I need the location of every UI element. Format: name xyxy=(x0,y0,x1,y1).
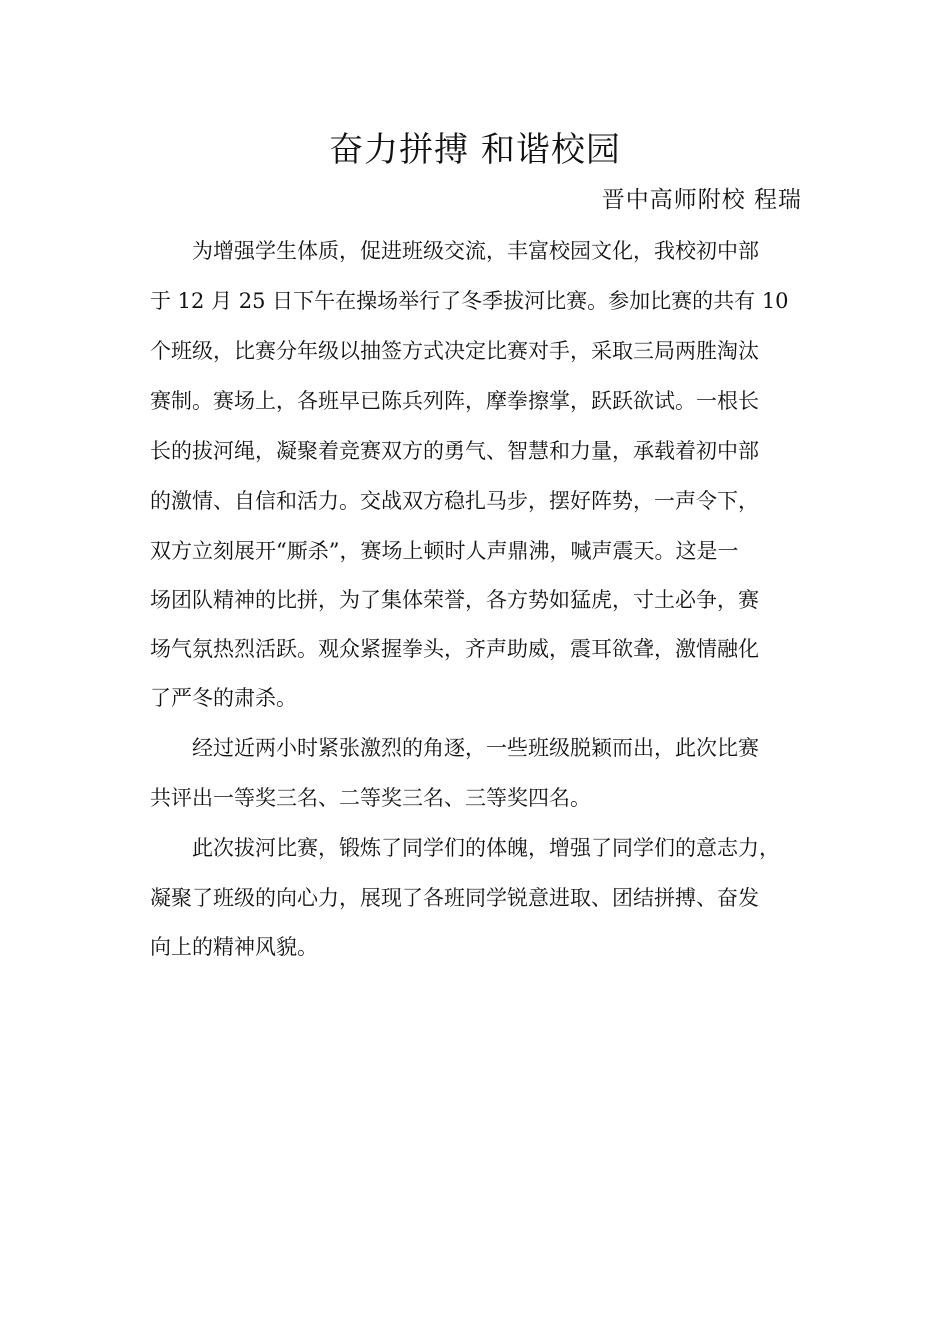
paragraph-line: 此次拔河比赛，锻炼了同学们的体魄，增强了同学们的意志力， xyxy=(192,836,780,860)
paragraph-line: 场团队精神的比拼，为了集体荣誉，各方势如猛虎，寸土必争，赛 xyxy=(150,588,759,612)
paragraph-line: 了严冬的肃杀。 xyxy=(150,686,297,710)
paragraph-line: 凝聚了班级的向心力，展现了各班同学锐意进取、团结拼搏、奋发 xyxy=(150,886,759,910)
paragraph-line: 赛制。赛场上，各班早已陈兵列阵，摩拳擦掌，跃跃欲试。一根长 xyxy=(150,389,759,413)
paragraph-line: 场气氛热烈活跃。观众紧握拳头，齐声助威，震耳欲聋，激情融化 xyxy=(150,637,759,661)
author-byline: 晋中高师附校 程瑞 xyxy=(601,187,802,213)
paragraph-line: 共评出一等奖三名、二等奖三名、三等奖四名。 xyxy=(150,786,591,810)
paragraph-line: 个班级，比赛分年级以抽签方式决定比赛对手，采取三局两胜淘汰 xyxy=(150,339,759,363)
paragraph-line: 双方立刻展开“厮杀”，赛场上顿时人声鼎沸，喊声震天。这是一 xyxy=(150,539,739,563)
paragraph-line: 于 12 月 25 日下午在操场举行了冬季拔河比赛。参加比赛的共有 10 xyxy=(150,289,789,313)
paragraph-line: 长的拔河绳，凝聚着竞赛双方的勇气、智慧和力量，承载着初中部 xyxy=(150,439,759,463)
document-title: 奋力拼搏 和谐校园 xyxy=(329,130,621,170)
paragraph-line: 的激情、自信和活力。交战双方稳扎马步，摆好阵势，一声令下， xyxy=(150,489,759,513)
paragraph-line: 经过近两小时紧张激烈的角逐，一些班级脱颖而出，此次比赛 xyxy=(192,736,759,760)
paragraph-line: 向上的精神风貌。 xyxy=(150,935,318,959)
paragraph-line: 为增强学生体质，促进班级交流，丰富校园文化，我校初中部 xyxy=(192,239,759,263)
